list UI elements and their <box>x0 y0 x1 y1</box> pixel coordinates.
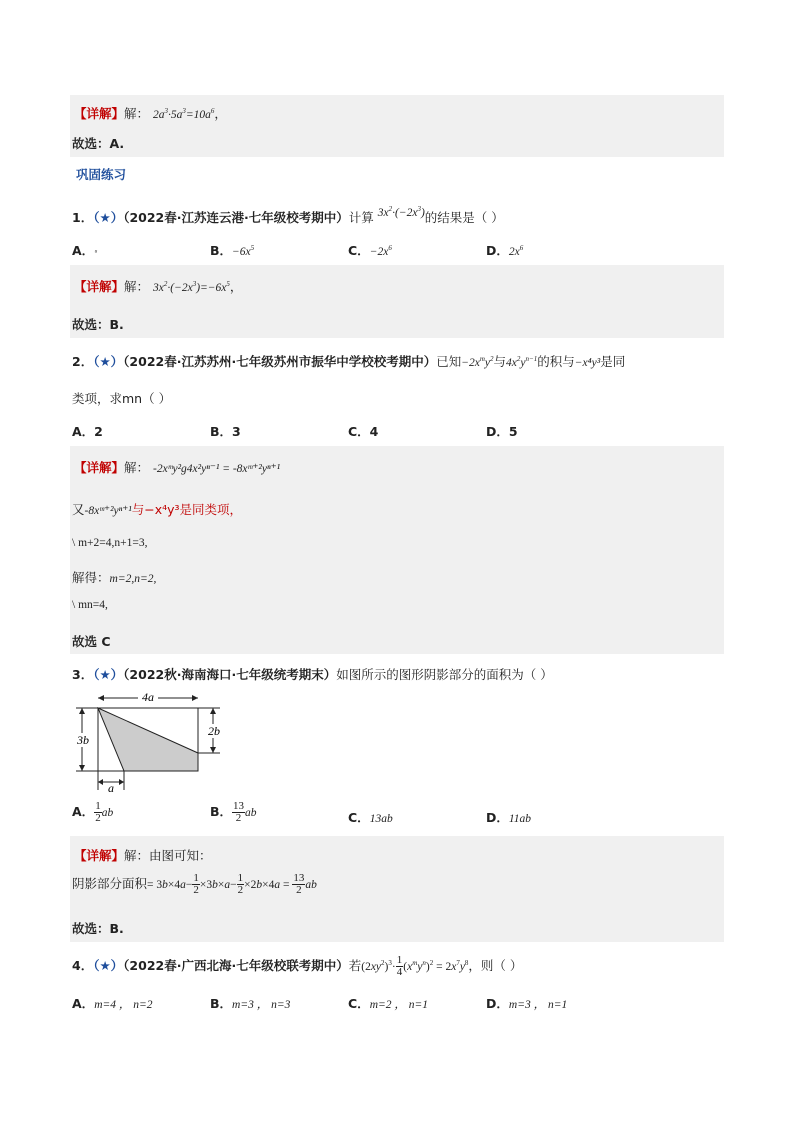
q4-option-a[interactable]: A．m=4 ， n=2 <box>72 996 153 1011</box>
detail-label: 【详解】 <box>74 106 125 121</box>
q4-option-c[interactable]: C．m=2 ， n=1 <box>348 996 429 1011</box>
q3-option-c[interactable]: C．13ab <box>348 810 393 825</box>
q4-stem: 4．（★）（2022春·广西北海·七年级校联考期中）若$(2xy^2)^3\cdot$ $\frac{1}{4}$ $(x^my^n)^2 = 2x^7y^8$，则（ ） <box>72 954 523 978</box>
prev-detail-line: 【详解】解： $2a^3\cdot 5a^3=10a^6$， <box>74 106 227 121</box>
q3-detail-line: 【详解】解：由图可知： <box>74 848 212 863</box>
q2-option-a[interactable]: A．2 <box>72 424 103 439</box>
star-icon: （★） <box>93 667 124 682</box>
q2-option-d[interactable]: D．5 <box>486 424 518 439</box>
q4-option-b[interactable]: B．m=3 ， n=3 <box>210 996 291 1011</box>
q4-option-d[interactable]: D．m=3 ， n=1 <box>486 996 568 1011</box>
fig-label-top: 4a <box>142 690 154 704</box>
q2-stem: 2．（★）（2022春·江苏苏州·七年级苏州市振华中学校校考期中）已知$-2x^my^2$与$4x^2y^{n-1}$的积与−x⁴y³是同 <box>72 354 626 369</box>
star-icon: （★） <box>93 958 124 973</box>
q3-option-b[interactable]: B． $\frac{13}{2}$ ab <box>210 800 257 824</box>
q2-answer: 故选 C <box>72 634 111 649</box>
q3-option-a[interactable]: A． $\frac{1}{2}$ ab <box>72 800 114 824</box>
q1-stem: 1．（★）（2022春·江苏连云港·七年级校考期中）计算 $3x^2\cdot(-2x^3)$的结果是（ ） <box>72 205 504 225</box>
section-title: 巩固练习 <box>76 167 127 182</box>
q2-line3: \ m+2=4,n+1=3, <box>72 537 148 549</box>
star-icon: （★） <box>93 354 124 369</box>
q3-option-d[interactable]: D．11ab <box>486 810 532 825</box>
q2-line4: 解得：m=2,n=2, <box>72 570 157 585</box>
q2-option-b[interactable]: B．3 <box>210 424 241 439</box>
q2-stem-line2: 类项，求mn（ ） <box>72 391 172 406</box>
fig-label-bottom: a <box>108 781 114 795</box>
q2-detail-line: 【详解】解： -2xᵐy²g4x²yⁿ⁻¹ = -8xᵐ⁺²yⁿ⁺¹ <box>74 460 281 475</box>
q3-stem: 3．（★）（2022秋·海南海口·七年级统考期末）如图所示的图形阴影部分的面积为（ ） <box>72 667 553 682</box>
q2-answer-block <box>70 446 724 654</box>
q3-area-line: 阴影部分面积= 3b×4a− $\frac{1}{2}$ ×3b×a− $\frac{1}{2}$ ×2b×4a = $\frac{13}{2}$ ab <box>72 872 317 896</box>
q3-figure <box>70 690 230 795</box>
q1-option-d[interactable]: D．$2x^6$ <box>486 243 524 258</box>
q3-answer: 故选：B. <box>72 921 124 936</box>
prev-answer: 故选：A. <box>72 136 125 151</box>
q1-option-b[interactable]: B．$-6x^5$ <box>210 243 255 258</box>
star-icon: （★） <box>93 210 124 225</box>
fig-label-right: 2b <box>208 724 220 738</box>
q2-line5: \ mn=4, <box>72 599 108 611</box>
q1-option-a[interactable]: A．ᵘ <box>72 243 97 258</box>
q1-option-c[interactable]: C．$-2x^6$ <box>348 243 392 258</box>
q1-detail-line: 【详解】解： $3x^2\cdot(-2x^3)=-6x^5$， <box>74 279 243 294</box>
q2-option-c[interactable]: C．4 <box>348 424 379 439</box>
q2-line2: 又-8xᵐ⁺²yⁿ⁺¹与−x⁴y³是同类项， <box>72 502 243 517</box>
q1-answer: 故选：B. <box>72 317 124 332</box>
q1-answer-block <box>70 265 724 338</box>
fig-label-left: 3b <box>77 733 89 747</box>
